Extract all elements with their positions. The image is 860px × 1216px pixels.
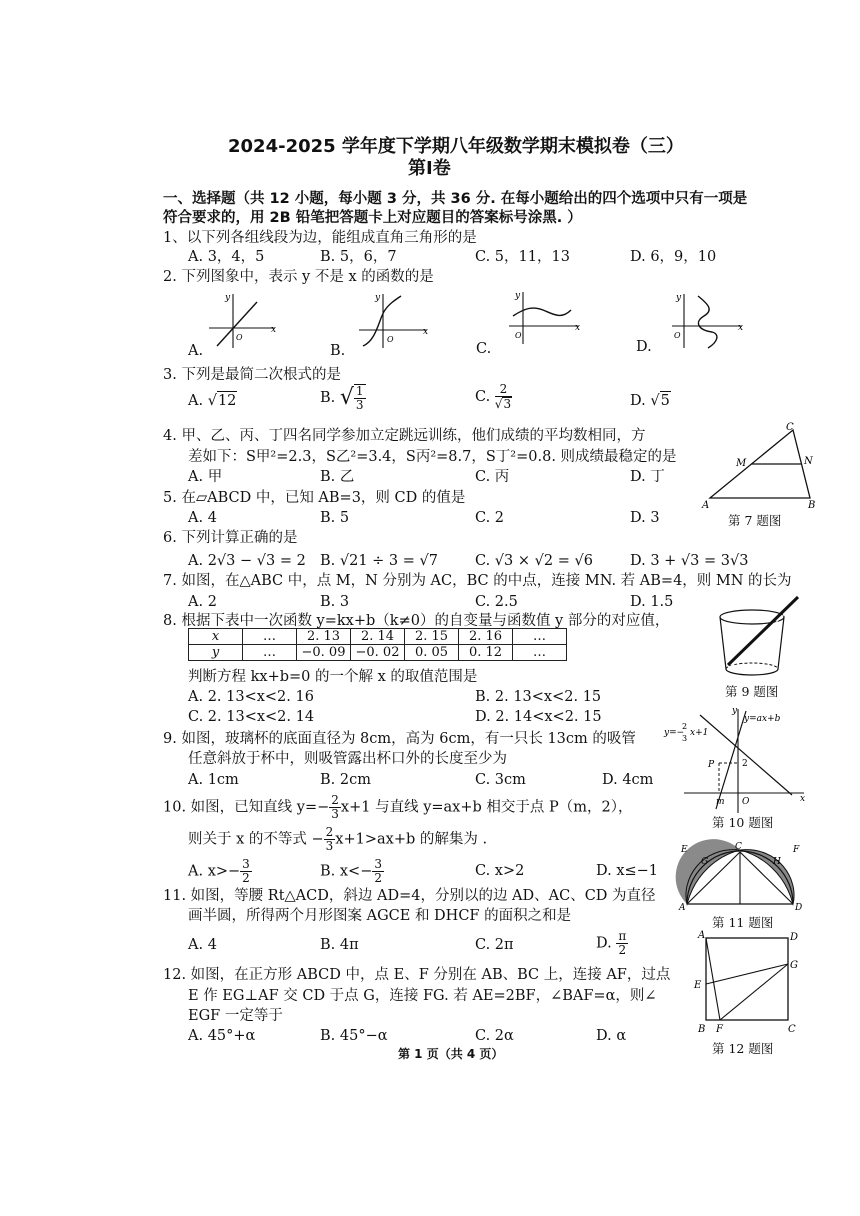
q11-option-d: D. $\frac{\pi}{2}$ <box>596 929 627 957</box>
fig11-h-label: H <box>773 857 781 867</box>
figure-7 <box>700 422 820 512</box>
q5-option-b: B. 5 <box>320 510 350 526</box>
q5-option-c: C. 2 <box>475 510 505 526</box>
q3-option-a: A. √12 <box>188 393 237 409</box>
fig7-label-b: B <box>808 500 816 511</box>
q4-stem-line-1: 4. 甲、乙、丙、丁四名同学参加立定跳远训练，他们成绩的平均数相同，方 <box>163 428 646 444</box>
q5-option-a: A. 4 <box>188 510 217 526</box>
q2a-o-label: O <box>236 333 243 342</box>
q2b-o-label: O <box>387 335 394 344</box>
q9-option-b: B. 2cm <box>320 772 371 788</box>
fig10-frac-num: 2 <box>682 722 688 731</box>
q7-option-a: A. 2 <box>188 594 217 610</box>
q8-option-a: A. 2. 13<x<2. 16 <box>188 689 314 705</box>
q8-stem: 8. 根据下表中一次函数 y=kx+b（k≠0）的自变量与函数值 y 部分的对应值， <box>163 613 670 629</box>
q2-graph-a <box>205 290 280 350</box>
q6-option-a: A. 2√3 − √3 = 2 <box>188 553 306 569</box>
fig10-caption: 第 10 题图 <box>712 815 774 830</box>
q9-option-c: C. 3cm <box>475 772 526 788</box>
q9-stem-line-2: 任意斜放于杯中，则吸管露出杯口外的长度至少为 <box>188 751 507 767</box>
q8-option-d: D. 2. 14<x<2. 15 <box>475 709 602 725</box>
q9-stem-line-1: 9. 如图，玻璃杯的底面直径为 8cm，高为 6cm，有一只长 13cm 的吸管 <box>163 731 636 747</box>
q11-option-a: A. 4 <box>188 937 217 953</box>
q4-stem-line-2: 差如下：S甲²=2.3，S乙²=3.4，S丙²=8.7，S丁²=0.8. 则成绩最稳定的是 <box>188 449 677 465</box>
figure-10 <box>664 705 809 815</box>
figure-9 <box>712 595 807 685</box>
fig7-caption: 第 7 题图 <box>728 513 782 528</box>
q4-option-b: B. 乙 <box>320 469 355 485</box>
q7-option-d: D. 1.5 <box>630 594 674 610</box>
q6-option-b: B. √21 ÷ 3 = √7 <box>320 553 438 569</box>
q5-option-d: D. 3 <box>630 510 660 526</box>
figure-11 <box>677 840 807 913</box>
q7-option-b: B. 3 <box>320 594 350 610</box>
q2-option-c: C. <box>476 341 492 357</box>
fig11-d-label: D <box>795 903 803 913</box>
q2-option-a: A. <box>188 343 204 359</box>
section-title: 第Ⅰ卷 <box>408 158 451 179</box>
q4-option-c: C. 丙 <box>475 469 510 485</box>
q6-option-d: D. 3 + √3 = 3√3 <box>630 553 749 569</box>
q3-stem: 3. 下列是最简二次根式的是 <box>163 367 341 383</box>
fig11-f-label: F <box>793 845 800 855</box>
q2b-x-label: x <box>423 327 429 337</box>
q1-option-b: B. 5，6，7 <box>320 249 397 265</box>
fig12-b-label: B <box>698 1024 706 1035</box>
instructions-line-1: 一、选择题（共 12 小题，每小题 3 分，共 36 分. 在每小题给出的四个选项中只有一项是 <box>163 191 748 207</box>
q10-option-d: D. x≤−1 <box>596 863 659 879</box>
q5-stem: 5. 在▱ABCD 中，已知 AB=3，则 CD 的值是 <box>163 490 466 506</box>
q8-row-y: y … −0. 09 −0. 02 0. 05 0. 12 … <box>189 645 567 661</box>
q7-stem: 7. 如图，在△ABC 中，点 M，N 分别为 AC，BC 的中点，连接 MN. 若 AB=4，则 MN 的长为 <box>163 573 792 589</box>
q2-graph-b <box>355 290 435 350</box>
q8-stem-line-2: 判断方程 kx+b=0 的一个解 x 的取值范围是 <box>188 669 478 685</box>
q3-option-b: B. √ $\frac{1}{3}$ <box>320 384 364 412</box>
q1-option-d: D. 6，9，10 <box>630 249 717 265</box>
q8-option-b: B. 2. 13<x<2. 15 <box>475 689 602 705</box>
q12-stem-line-2: E 作 EG⊥AF 交 CD 于点 G，连接 FG. 若 AE=2BF，∠BAF=α，则∠ <box>188 988 657 1004</box>
q7-option-c: C. 2.5 <box>475 594 518 610</box>
fig12-g-label: G <box>790 960 798 971</box>
q3-option-c: C. $\frac{2}{√3}$ <box>475 382 512 411</box>
q3-option-d: D. √5 <box>630 393 670 409</box>
fig11-e-label: E <box>681 845 688 855</box>
q4-option-a: A. 甲 <box>188 469 223 485</box>
q2b-y-label: y <box>375 293 381 303</box>
instructions-line-2: 符合要求的，用 2B 铅笔把答题卡上对应题目的答案标号涂黑. ） <box>163 210 582 226</box>
q8-value-table <box>188 628 567 661</box>
q11-option-b: B. 4π <box>320 937 359 953</box>
q6-stem: 6. 下列计算正确的是 <box>163 530 298 546</box>
q2c-x-label: x <box>575 323 581 333</box>
q11-option-c: C. 2π <box>475 937 514 953</box>
fig7-label-c: C <box>786 422 794 433</box>
fig10-2-label: 2 <box>742 759 748 769</box>
fig11-a-label: A <box>679 903 686 913</box>
fig10-x-label: x <box>800 794 806 804</box>
q8-row-x: x … 2. 13 2. 14 2. 15 2. 16 … <box>189 629 567 645</box>
q10-option-a: A. x>− $\frac{3}{2}$ <box>188 857 250 885</box>
q2c-o-label: O <box>515 331 522 340</box>
fig10-y-label: y <box>732 706 738 716</box>
q9-option-a: A. 1cm <box>188 772 239 788</box>
q12-option-b: B. 45°−α <box>320 1028 388 1044</box>
q1-option-a: A. 3，4，5 <box>188 249 265 265</box>
q12-stem-line-3: EGF 一定等于 <box>188 1008 283 1024</box>
exam-title: 2024-2025 学年度下学期八年级数学期末模拟卷（三） <box>228 136 684 157</box>
q11-stem-line-1: 11. 如图，等腰 Rt△ACD，斜边 AD=4，分别以的边 AD、AC、CD 为直径 <box>163 888 656 904</box>
fig12-e-label: E <box>694 980 702 991</box>
fig10-p-label: P <box>708 760 715 770</box>
fig12-caption: 第 12 题图 <box>712 1041 774 1056</box>
fig10-frac-den: 3 <box>682 734 688 743</box>
fig10-line-label-b: x+1 <box>690 728 709 738</box>
figure-12 <box>694 928 804 1038</box>
fig11-caption: 第 11 题图 <box>712 915 774 930</box>
q11-stem-line-2: 画半圆，所得两个月形图案 AGCE 和 DHCF 的面积之和是 <box>188 908 572 924</box>
q12-option-c: C. 2α <box>475 1028 514 1044</box>
q10-stem-line-2: 则关于 x 的不等式 − $\frac{2}{3}$ x+1>ax+b 的解集为 . <box>188 825 488 853</box>
q1-stem: 1、以下列各组线段为边，能组成直角三角形的是 <box>163 230 477 246</box>
fig10-o-label: O <box>742 797 750 807</box>
q2d-y-label: y <box>676 293 682 303</box>
q2-stem: 2. 下列图象中，表示 y 不是 x 的函数的是 <box>163 269 434 285</box>
q2d-x-label: x <box>738 323 744 333</box>
q10-option-b: B. x<− $\frac{3}{2}$ <box>320 857 382 885</box>
fig10-line-label-a: y=− <box>664 728 685 738</box>
q9-option-d: D. 4cm <box>602 772 654 788</box>
q8-option-c: C. 2. 13<x<2. 14 <box>188 709 315 725</box>
fig11-c-label: C <box>735 842 742 852</box>
fig12-a-label: A <box>698 930 706 941</box>
fig10-line-ab-label: y=ax+b <box>744 714 781 724</box>
fig10-m-label: m <box>716 797 725 807</box>
q6-option-c: C. √3 × √2 = √6 <box>475 553 593 569</box>
q2-graph-c <box>505 288 585 346</box>
fig11-g-label: G <box>701 857 709 867</box>
q2d-o-label: O <box>674 331 681 340</box>
fig9-caption: 第 9 题图 <box>725 684 779 699</box>
fig12-d-label: D <box>790 932 799 943</box>
fig12-c-label: C <box>788 1024 796 1035</box>
q2a-x-label: x <box>271 325 277 335</box>
fig12-f-label: F <box>716 1024 723 1035</box>
q12-stem-line-1: 12. 如图，在正方形 ABCD 中，点 E、F 分别在 AB、BC 上，连接 AF，过点 <box>163 967 671 983</box>
q10-option-c: C. x>2 <box>475 863 525 879</box>
fig7-label-n: N <box>804 456 813 467</box>
q2-option-b: B. <box>330 343 346 359</box>
q2a-y-label: y <box>225 293 231 303</box>
page-footer: 第 1 页（共 4 页） <box>398 1047 504 1061</box>
q2-option-d: D. <box>636 339 652 355</box>
fig7-label-m: M <box>736 458 747 469</box>
q1-option-c: C. 5，11，13 <box>475 249 570 265</box>
q4-option-d: D. 丁 <box>630 469 665 485</box>
fig7-label-a: A <box>702 500 710 511</box>
q12-option-d: D. α <box>596 1028 627 1044</box>
q12-option-a: A. 45°+α <box>188 1028 256 1044</box>
q2c-y-label: y <box>515 291 521 301</box>
q2-graph-d <box>668 290 748 352</box>
q10-stem-line-1: 10. 如图，已知直线 y=− $\frac{2}{3}$ x+1 与直线 y=ax+b 相交于点 P（m，2）， <box>163 793 633 821</box>
